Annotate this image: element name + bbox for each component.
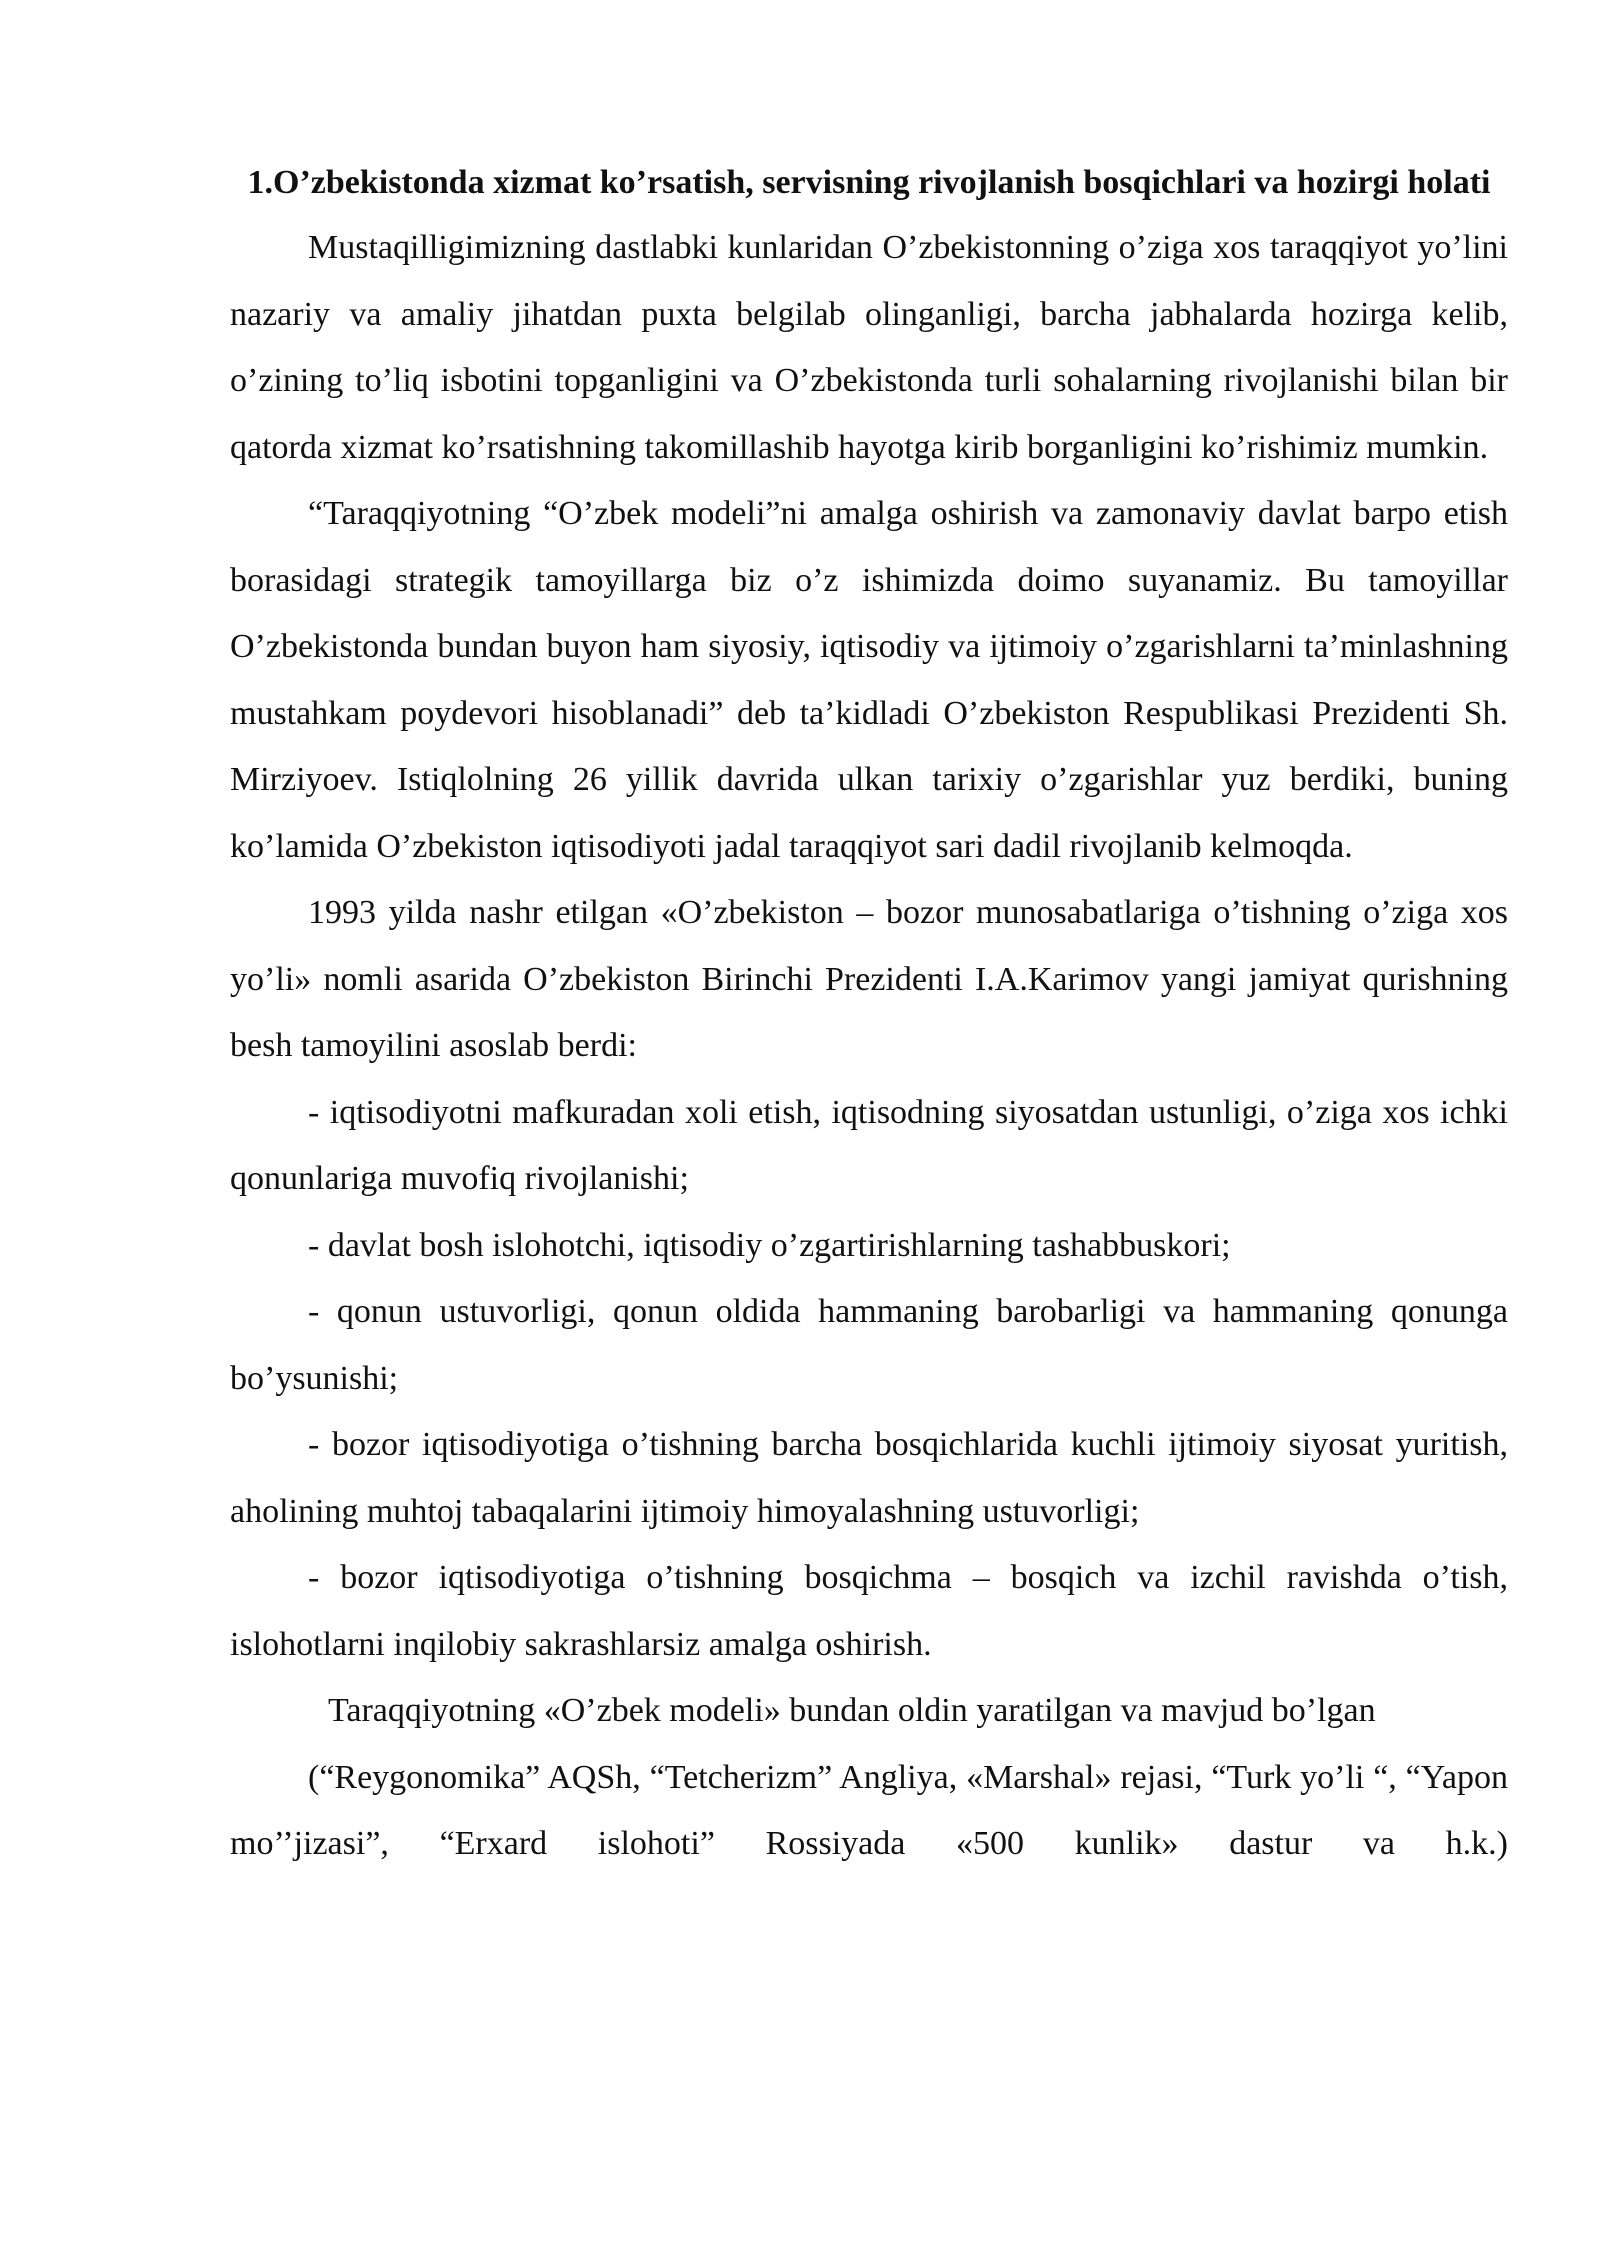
document-page (230, 150, 1508, 1878)
list-item: - davlat bosh islohotchi, iqtisodiy o’zgartirishlarning tashabbuskori; (308, 1226, 1231, 1264)
list-item: - iqtisodiyotni mafkuradan xoli etish, iqtisodning siyosatdan ustunligi, o’ziga xos ichki qonunlariga muvofiq rivojlanishi; (230, 1093, 1508, 1197)
list-item: - bozor iqtisodiyotiga o’tishning bosqichma – bosqich va izchil ravishda o’tish, islohotlarni inqilobiy sakrashlarsiz amalga oshirish. (230, 1559, 1508, 1663)
closing-line-1: Taraqqiyotning «O’zbek modeli» bundan oldin yaratilgan va mavjud bo’lgan (328, 1692, 1376, 1729)
document-title: 1.O’zbekistonda xizmat ko’rsatish, servisning rivojlanish bosqichlari va hozirgi holati (247, 164, 1491, 201)
list-item: - qonun ustuvorligi, qonun oldida hammaning barobarligi va hammaning qonunga bo’ysunishi; (230, 1293, 1508, 1397)
paragraph-quote: “Taraqqiyotning “O’zbek modeli”ni amalga oshirish va zamonaviy davlat barpo etish borasidagi strategik tamoyillarga biz o’z ishimizda doimo suyanamiz. Bu tamoyillar O’zbekistonda bundan buyon ham siyosiy, iqtisodiy va ijtimoiy o’zgarishlarni ta’minlashning mustahkam poydevori hisoblanadi” deb ta’kidladi O’zbekiston Respublikasi Prezidenti Sh. Mirziyoev. Istiqlolning 26 yillik davrida ulkan tarixiy o’zgarishlar yuz berdiki, buning ko’lamida O’zbekiston iqtisodiyoti jadal taraqqiyot sari dadil rivojlanib kelmoqda. (230, 495, 1508, 865)
paragraph-intro: Mustaqilligimizning dastlabki kunlaridan O’zbekistonning o’ziga xos taraqqiyot yo’lini nazariy va amaliy jihatdan puxta belgilab olinganligi, barcha jabhalarda hozirga kelib, o’zining to’liq isbotini topganligini va O’zbekistonda turli sohalarning rivojlanishi bilan bir qatorda xizmat ko’rsatishning takomillashib hayotga kirib borganligini ko’rishimiz mumkin. (230, 229, 1508, 466)
paragraph-1993: 1993 yilda nashr etilgan «O’zbekiston – bozor munosabatlariga o’tishning o’ziga xos yo’li» nomli asarida O’zbekiston Birinchi Prezidenti I.A.Karimov yangi jamiyat qurishning besh tamoyilini asoslab berdi: (230, 894, 1508, 1064)
closing-line-2: (“Reygonomika” AQSh, “Tetcherizm” Angliya, «Marshal» rejasi, “Turk yo’li “, “Yapon mo’’jizasi”, “Erxard islohoti” Rossiyada «500 kunlik» dastur va h.k.) (230, 1758, 1508, 1862)
list-item: - bozor iqtisodiyotiga o’tishning barcha bosqichlarida kuchli ijtimoiy siyosat yuritish, aholining muhtoj tabaqalarini ijtimoiy himoyalashning ustuvorligi; (230, 1426, 1508, 1530)
